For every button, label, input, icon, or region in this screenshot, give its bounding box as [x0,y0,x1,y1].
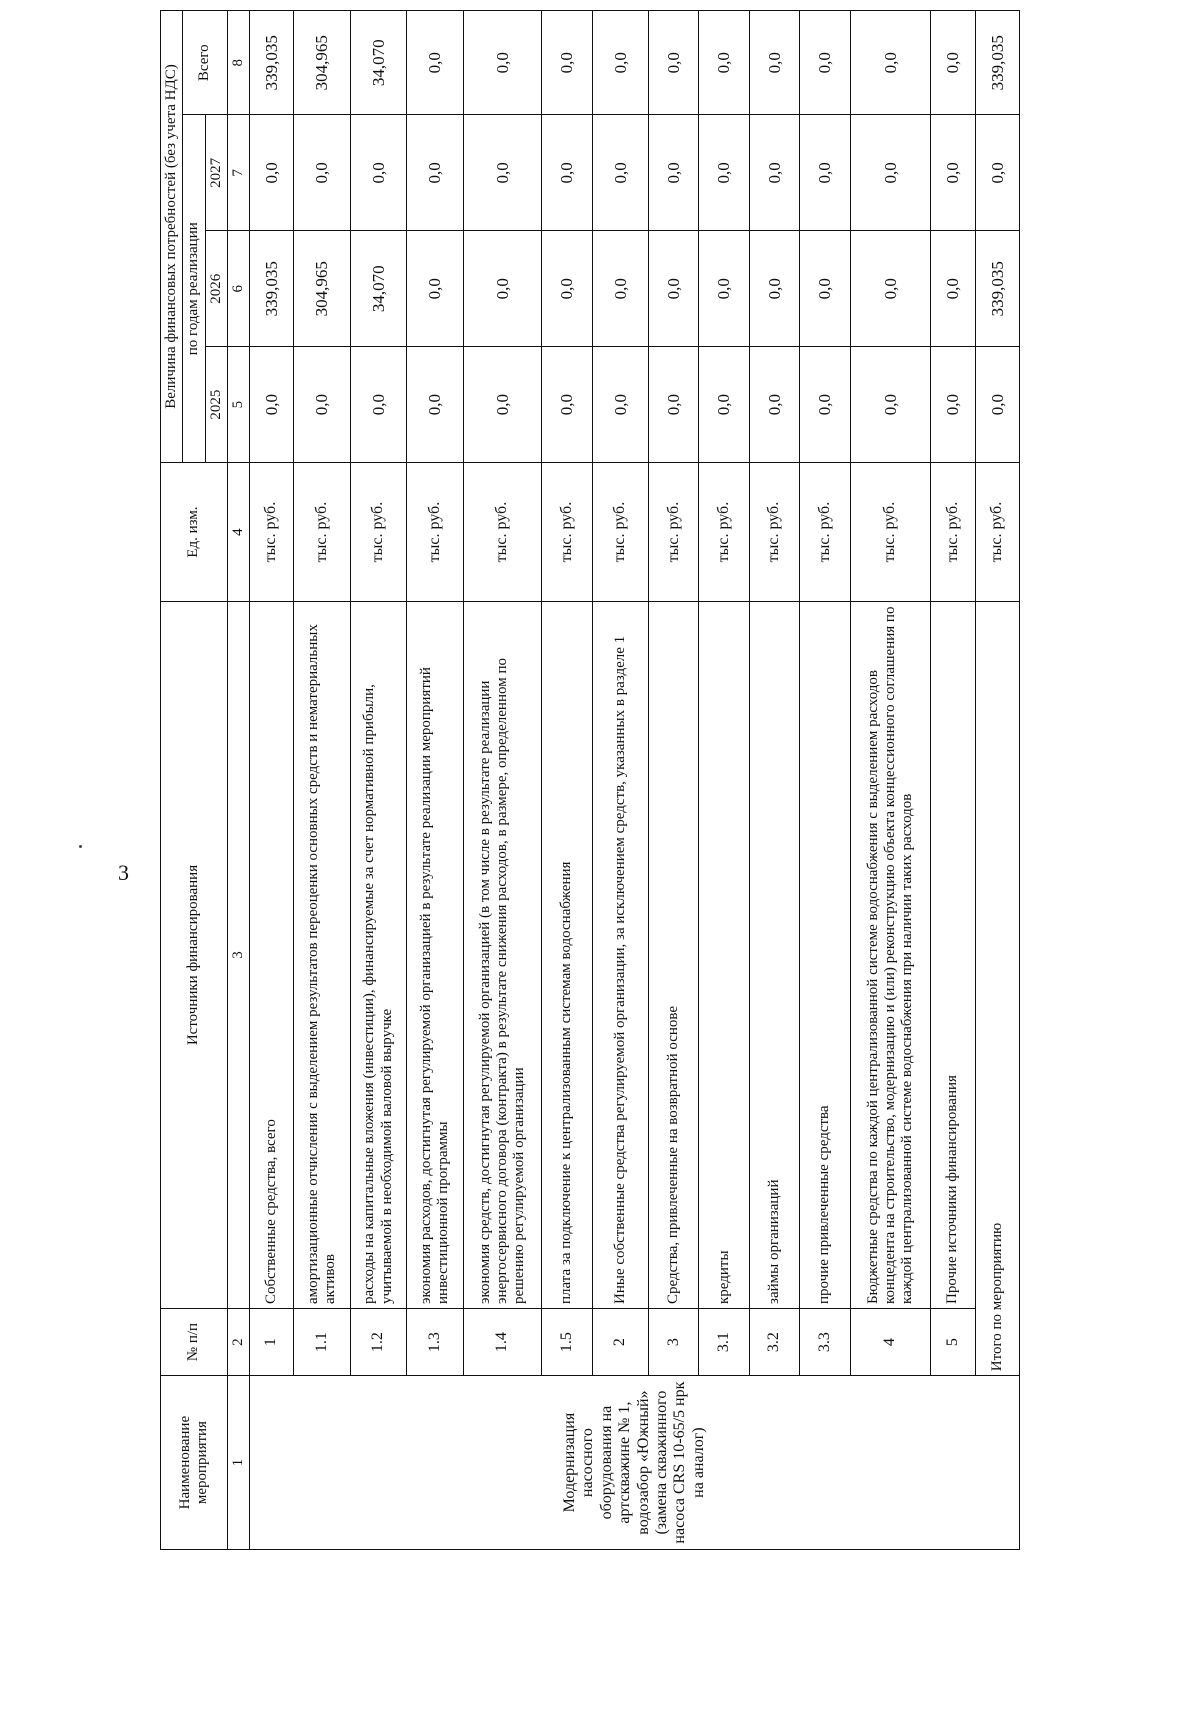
total-2026: 339,035 [975,231,1019,347]
source-cell: амортизационные отчисления с выделением результатов переоценки основных средств и нематериальных активов [294,602,350,1309]
header-event: Наименование мероприятия [161,1376,228,1550]
header-2026: 2026 [205,231,227,347]
unit-cell: тыс. руб. [699,463,749,602]
table-row [542,11,592,1550]
table-row [407,11,463,1550]
column-number: 4 [227,463,249,602]
value-total: 0,0 [407,11,463,115]
total-label: Итого по мероприятию [975,602,1019,1376]
table-row [850,11,931,1550]
value-total: 0,0 [463,11,542,115]
row-number: 3 [649,1308,699,1375]
unit-cell: тыс. руб. [649,463,699,602]
value-2027: 0,0 [649,115,699,231]
row-number: 1 [250,1308,294,1375]
table-row [463,11,542,1550]
value-2025: 0,0 [699,347,749,463]
unit-cell: тыс. руб. [800,463,850,602]
value-2027: 0,0 [407,115,463,231]
source-cell: Иные собственные средства регулируемой организации, за исключением средств, указанных в разделе 1 [592,602,648,1309]
unit-cell: тыс. руб. [592,463,648,602]
value-2027: 0,0 [749,115,799,231]
column-number: 2 [227,1308,249,1375]
header-unit: Ед. изм. [161,463,228,602]
row-number: 2 [592,1308,648,1375]
unit-cell: тыс. руб. [463,463,542,602]
value-2025: 0,0 [800,347,850,463]
rotated-table-container [160,10,1200,1715]
value-2026: 0,0 [407,231,463,347]
table-row [749,11,799,1550]
header-by-years: по годам реализации [183,115,205,463]
row-number: 1.2 [350,1308,406,1375]
table-row [592,11,648,1550]
value-total: 0,0 [850,11,931,115]
value-2025: 0,0 [749,347,799,463]
header-total: Всего [183,11,228,115]
source-cell: плата за подключение к централизованным системам водоснабжения [542,602,592,1309]
source-cell: Средства, привлеченные на возвратной основе [649,602,699,1309]
table-row [350,11,406,1550]
value-2025: 0,0 [463,347,542,463]
table-row [250,11,294,1550]
unit-cell: тыс. руб. [294,463,350,602]
header-2027: 2027 [205,115,227,231]
unit-cell: тыс. руб. [407,463,463,602]
value-total: 339,035 [250,11,294,115]
total-total: 339,035 [975,11,1019,115]
total-row [975,11,1019,1550]
value-2026: 0,0 [699,231,749,347]
column-number: 1 [227,1376,249,1550]
value-2025: 0,0 [350,347,406,463]
value-2025: 0,0 [649,347,699,463]
header-finance: Величина финансовых потребностей (без учета НДС) [161,11,183,463]
value-2026: 0,0 [592,231,648,347]
unit-cell: тыс. руб. [749,463,799,602]
event-name: Модернизация насосного оборудования на артскважине № 1, водозабор «Южный» (замена скважинного насоса CRS 10-65/5 нрк на аналог) [250,1376,1020,1550]
row-number: 3.2 [749,1308,799,1375]
value-2026: 0,0 [649,231,699,347]
table-row [931,11,975,1550]
value-2026: 0,0 [749,231,799,347]
table-row [649,11,699,1550]
value-2026: 0,0 [931,231,975,347]
row-number: 1.4 [463,1308,542,1375]
value-2025: 0,0 [250,347,294,463]
column-number-row [227,11,249,1550]
table-row [800,11,850,1550]
source-cell: экономия средств, достигнутая регулируемой организацией (в том числе в результате реализации энергосервисного договора (контракта) в результате снижения расходов, в размере, определенном по решению регулируемой организации [463,602,542,1309]
unit-cell: тыс. руб. [542,463,592,602]
value-2026: 339,035 [250,231,294,347]
row-number: 3.3 [800,1308,850,1375]
value-total: 0,0 [649,11,699,115]
value-total: 34,070 [350,11,406,115]
value-total: 0,0 [542,11,592,115]
column-number: 6 [227,231,249,347]
source-cell: расходы на капитальные вложения (инвестиции), финансируемые за счет нормативной прибыли, учитываемой в необходимой валовой выручке [350,602,406,1309]
row-number: 1.1 [294,1308,350,1375]
unit-cell: тыс. руб. [931,463,975,602]
value-2026: 0,0 [800,231,850,347]
value-2027: 0,0 [542,115,592,231]
value-2025: 0,0 [407,347,463,463]
value-2027: 0,0 [294,115,350,231]
value-2025: 0,0 [931,347,975,463]
source-cell: Бюджетные средства по каждой централизованной системе водоснабжения с выделением расходов концедента на строительство, модернизацию и (или) реконструкцию объекта концессионного соглашения по каждой централизованной системе водоснабжения при наличии таких расходов [850,602,931,1309]
value-2027: 0,0 [931,115,975,231]
value-2025: 0,0 [592,347,648,463]
source-cell: Собственные средства, всего [250,602,294,1309]
value-2027: 0,0 [699,115,749,231]
unit-cell: тыс. руб. [250,463,294,602]
value-2026: 0,0 [542,231,592,347]
value-2027: 0,0 [800,115,850,231]
table-row [294,11,350,1550]
row-number: 5 [931,1308,975,1375]
source-cell: кредиты [699,602,749,1309]
table-body [250,11,1020,1550]
financing-table [160,10,1020,1550]
table-row [699,11,749,1550]
value-2027: 0,0 [250,115,294,231]
page-number: 3 [118,860,129,885]
total-2027: 0,0 [975,115,1019,231]
value-2026: 0,0 [463,231,542,347]
value-2026: 0,0 [850,231,931,347]
value-2027: 0,0 [850,115,931,231]
value-2027: 0,0 [350,115,406,231]
value-2027: 0,0 [592,115,648,231]
total-unit: тыс. руб. [975,463,1019,602]
value-2026: 34,070 [350,231,406,347]
column-number: 8 [227,11,249,115]
row-number: 1.5 [542,1308,592,1375]
source-cell: прочие привлеченные средства [800,602,850,1309]
value-2026: 304,965 [294,231,350,347]
header-no: № п/п [161,1308,228,1375]
value-total: 0,0 [592,11,648,115]
value-total: 0,0 [800,11,850,115]
value-2027: 0,0 [463,115,542,231]
column-number: 7 [227,115,249,231]
value-total: 304,965 [294,11,350,115]
value-total: 0,0 [699,11,749,115]
column-number: 5 [227,347,249,463]
column-number: 3 [227,602,249,1309]
unit-cell: тыс. руб. [350,463,406,602]
rotated-table-frame [160,10,1020,1550]
source-cell: Прочие источники финансирования [931,602,975,1309]
source-cell: займы организаций [749,602,799,1309]
unit-cell: тыс. руб. [850,463,931,602]
scan-speck [79,845,82,848]
total-2025: 0,0 [975,347,1019,463]
source-cell: экономия расходов, достигнутая регулируемой организацией в результате реализации мероприятий инвестиционной программы [407,602,463,1309]
value-2025: 0,0 [850,347,931,463]
value-total: 0,0 [931,11,975,115]
value-2025: 0,0 [542,347,592,463]
header-2025: 2025 [205,347,227,463]
value-total: 0,0 [749,11,799,115]
value-2025: 0,0 [294,347,350,463]
header-source: Источники финансирования [161,602,228,1309]
row-number: 4 [850,1308,931,1375]
row-number: 3.1 [699,1308,749,1375]
row-number: 1.3 [407,1308,463,1375]
